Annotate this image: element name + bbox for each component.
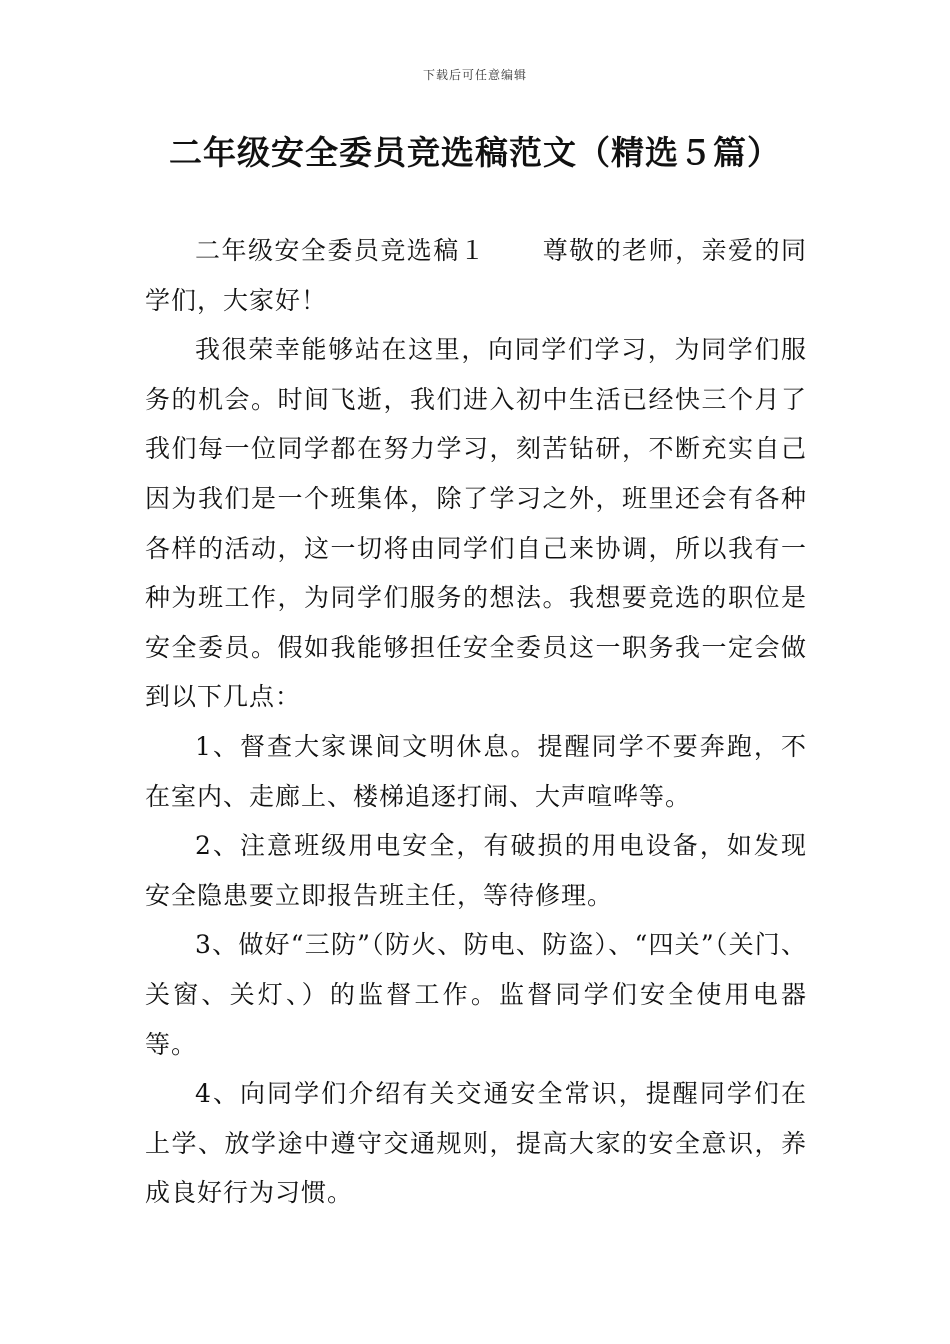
paragraph-point-2: 2、注意班级用电安全，有破损的用电设备，如发现安全隐患要立即报告班主任，等待修理。: [145, 831, 807, 910]
paragraph-greeting: [145, 226, 807, 325]
greeting-text: 尊敬的老师，亲爱的同学们，大家好！: [145, 236, 807, 315]
document-body: [145, 226, 807, 1218]
header-note: 下载后可任意编辑: [422, 68, 527, 82]
paragraph-point-3: 3、做好“三防”（防火、防电、防盗）、“四关”（关门、关窗、关灯、）的监督工作。监督同学们安全使用电器等。: [145, 930, 807, 1059]
document-title: 二年级安全委员竞选稿范文（精选５篇）: [169, 133, 781, 172]
paragraph-intro: 我很荣幸能够站在这里，向同学们学习，为同学们服务的机会。时间飞逝，我们进入初中生活已经快三个月了我们每一位同学都在努力学习，刻苦钻研，不断充实自己因为我们是一个班集体，除了学习之外，班里还会有各种各样的活动，这一切将由同学们自己来协调，所以我有一种为班工作，为同学们服务的想法。我想要竞选的职位是安全委员。假如我能够担任安全委员这一职务我一定会做到以下几点：: [145, 335, 807, 712]
paragraph-point-1: 1、督查大家课间文明休息。提醒同学不要奔跑，不在室内、走廊上、楼梯追逐打闹、大声喧哗等。: [145, 731, 807, 811]
section-heading: 二年级安全委员竞选稿１: [195, 236, 487, 265]
paragraph-point-4: 4、向同学们介绍有关交通安全常识，提醒同学们在上学、放学途中遵守交通规则，提高大家的安全意识，养成良好行为习惯。: [145, 1079, 807, 1208]
